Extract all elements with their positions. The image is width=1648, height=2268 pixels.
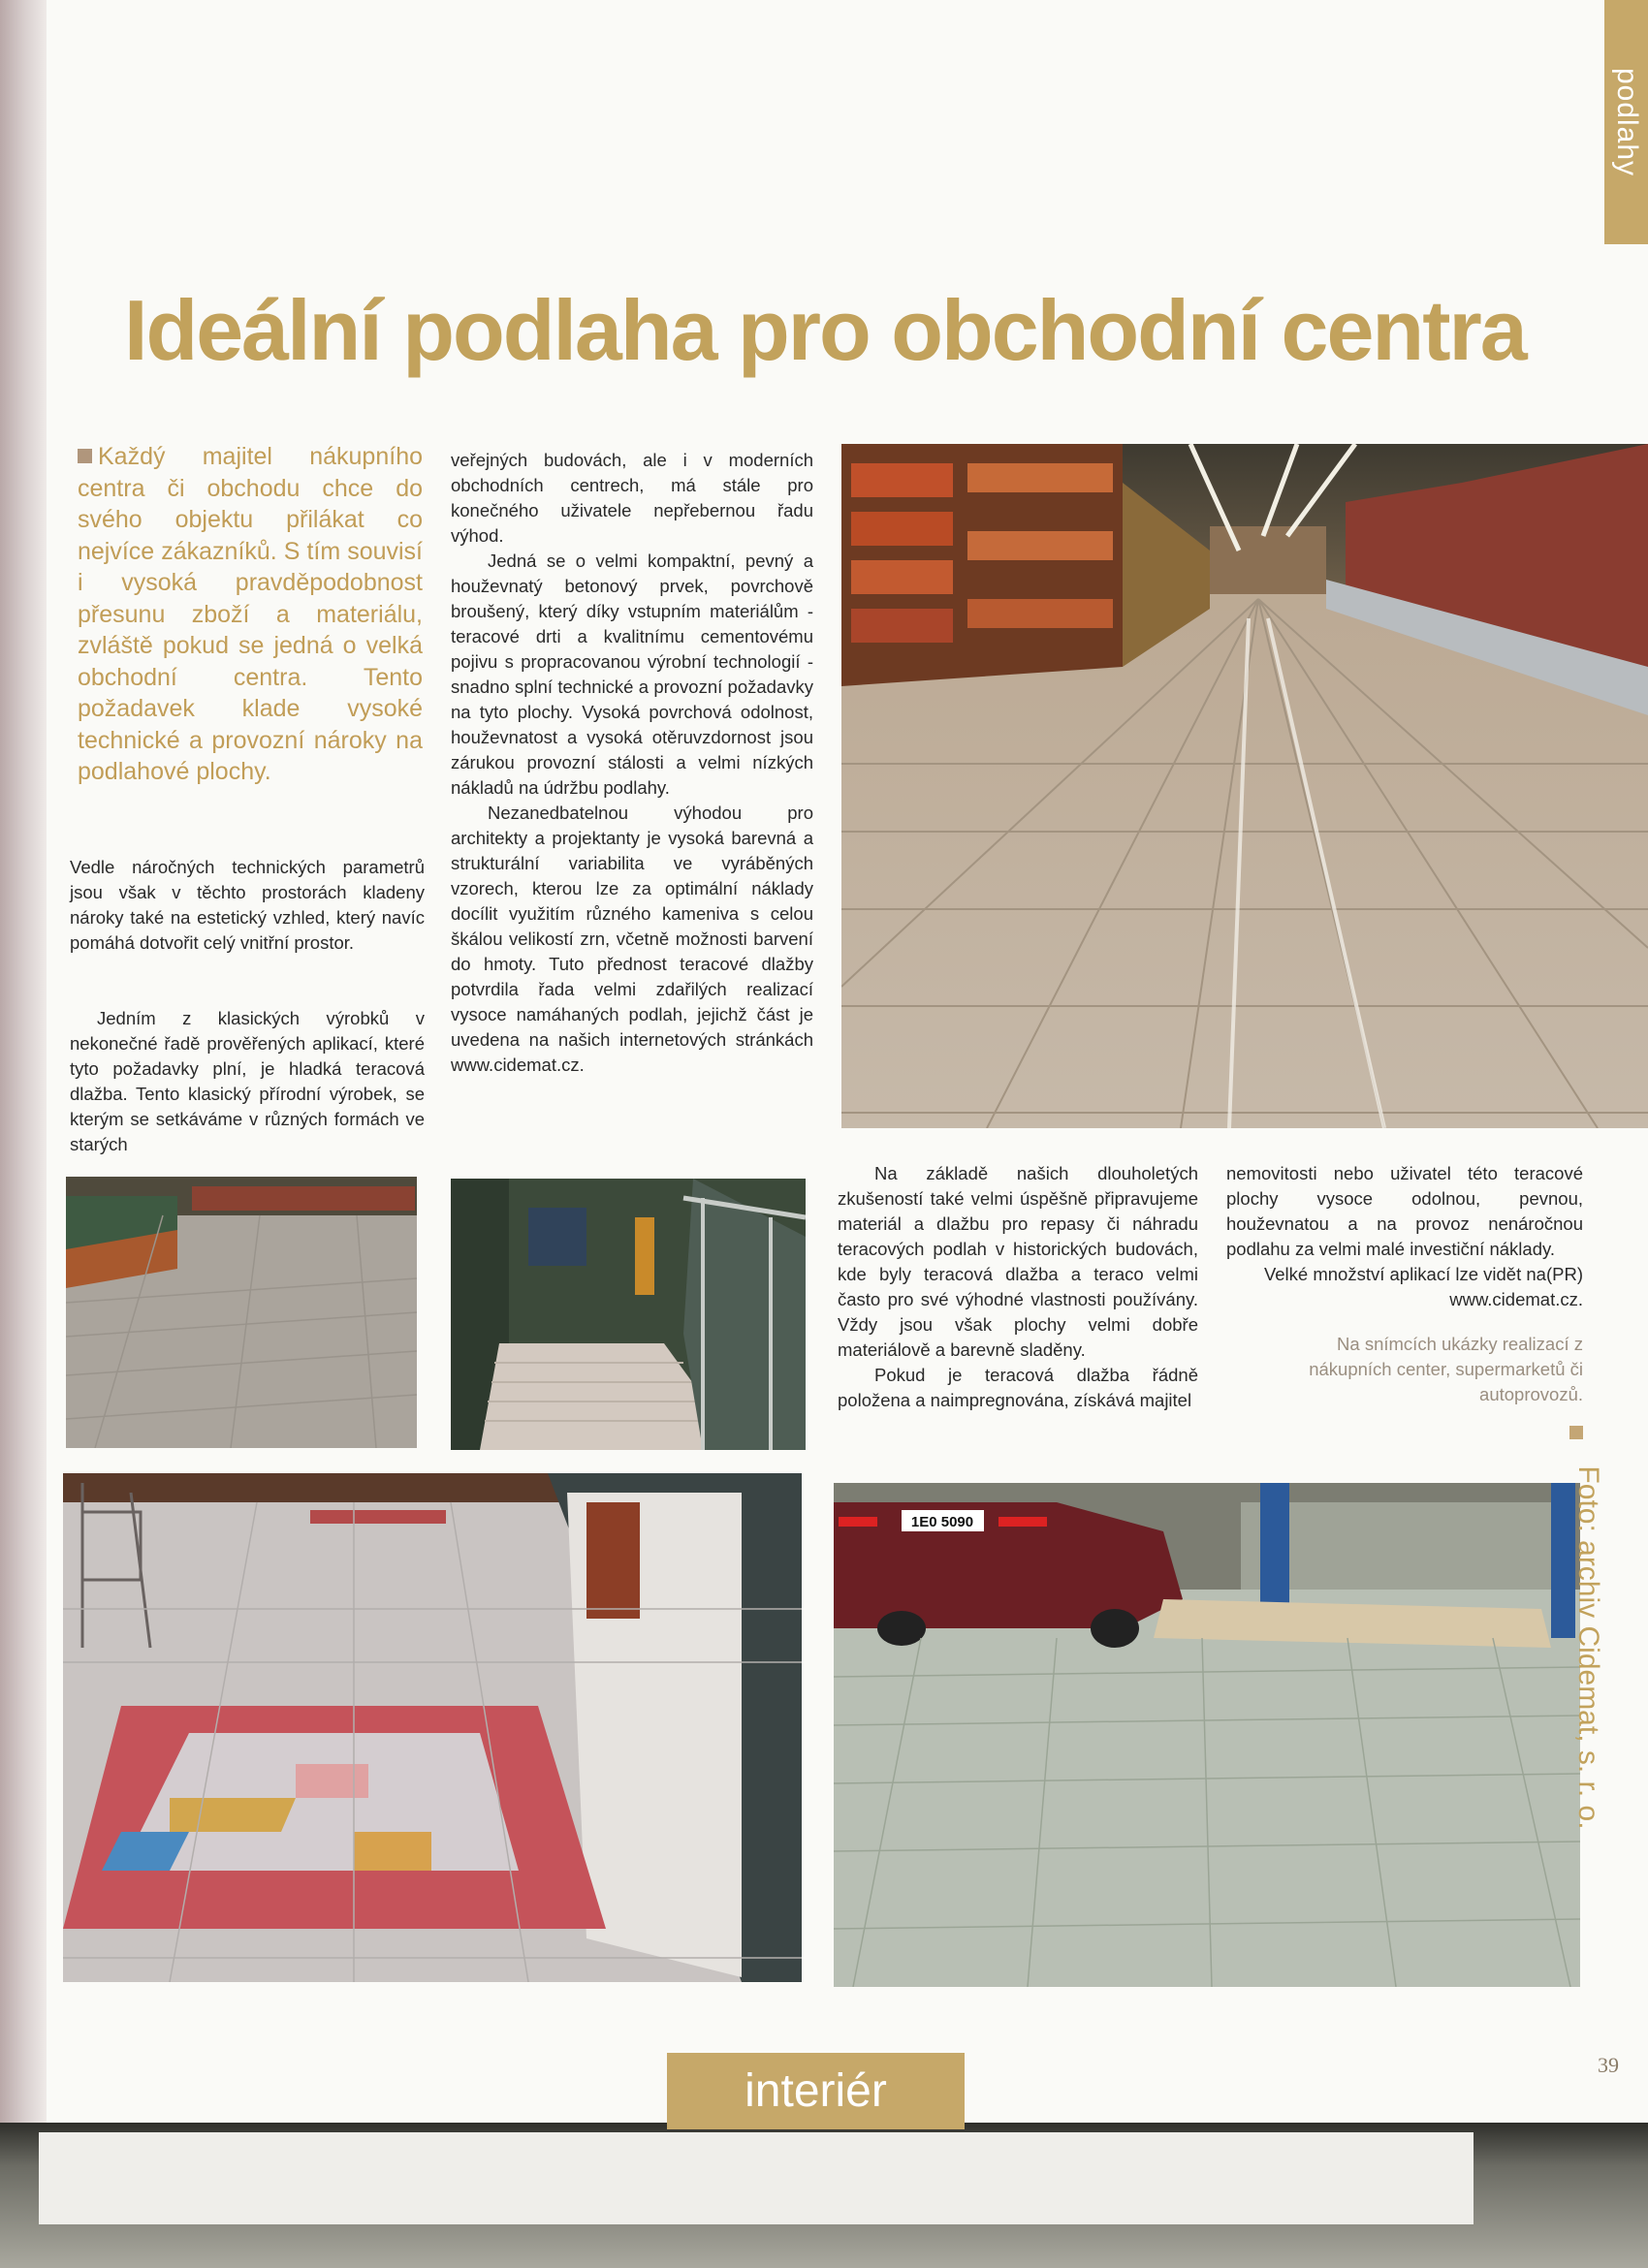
photo-supermarket-aisle — [841, 444, 1648, 1128]
col1-paragraph-2: Jedním z klasických výrobků v nekonečné řadě prověřených aplikací, které tyto požadavky plní, je hladká teracová dlažba. Tento klasický přírodní výrobek, se kterým se setkáváme v různých formách ve starých — [70, 1008, 425, 1154]
lead-bullet-icon — [78, 449, 92, 463]
photo-credit: Foto: archiv Cidemat, s. r. o. — [1572, 1465, 1604, 1830]
end-mark-icon — [1569, 1426, 1583, 1439]
col4-text: nemovitosti nebo uživatel této teracové plochy vysoce odolnou, pevnou, houževnatou a na provoz nenáročnou podlahu za velmi malé investiční náklady. — [1226, 1163, 1583, 1259]
photo-staircase — [451, 1179, 806, 1450]
car-plate: 1E0 5090 — [910, 1514, 974, 1530]
col4-paragraph-2: Velké množství aplikací lze vidět na www.cidemat.cz. — [1263, 1264, 1583, 1309]
col1-paragraph-1: Vedle náročných technických parametrů jsou však v těchto prostorách kladeny nároky také na estetický vzhled, který navíc pomáhá dotvořit celý vnitřní prostor. — [70, 857, 425, 953]
section-tab — [1604, 0, 1648, 244]
staircase-image — [451, 1179, 806, 1450]
col2-paragraph-2: Jedná se o velmi kompaktní, pevný a houževnatý betonový prvek, povrchově broušený, který díky vstupním materiálům - teracové drti a kvalitnímu cementovému pojivu s propracovanou výrobní technologií - snadno splní technické a provozní požadavky na tyto plochy. Vysoká povrchová odolnost, houževnatost a vysoká otěruvzdornost jsou zárukou provozní stálosti a velmi nízkých nákladů na údržbu podlahy. — [451, 551, 813, 798]
store-floor-image — [66, 1177, 417, 1448]
supermarket-aisle-image — [841, 444, 1648, 1128]
photo-terrazzo-pattern — [63, 1473, 802, 1982]
col2-paragraph-3: Nezanedbatelnou výhodou pro architekty a projektanty je vysoká barevná a strukturální variabilita ve vyráběných vzorech, kterou lze za optimální náklady docílit využitím různého kameniva s celou škálou velikostí zrn, včetně možnosti barvení do hmoty. Tuto přednost teracové dlažby potvrdila řada velmi zdařilých realizací vysoce namáhaných podlah, jejichž část je uvedena na našich internetových stránkách www.cidemat.cz. — [451, 803, 813, 1075]
pr-marker: (PR) — [1545, 1264, 1583, 1284]
footer-section-tab: interiér — [667, 2053, 965, 2129]
col2-paragraph-1: veřejných budovách, ale i v moderních obchodních centrech, má stále pro konečného uživatele nepřebernou řadu výhod. — [451, 450, 813, 546]
page-number: 39 — [1598, 2053, 1619, 2077]
section-label: podlahy — [1610, 67, 1643, 177]
car-workshop-image — [834, 1483, 1580, 1987]
photo-car-workshop — [834, 1483, 1580, 1987]
article-title: Ideální podlaha pro obchodní centra — [124, 282, 1526, 378]
col4-paragraph-1 — [1226, 1161, 1583, 1284]
col3-paragraph-2: Pokud je teracová dlažba řádně položena a naimpregnována, získává majitel — [838, 1365, 1198, 1410]
photo-caption: Na snímcích ukázky realizací z nákupních center, supermarketů či autoprovozů. — [1309, 1334, 1583, 1404]
terrazzo-pattern-image — [63, 1473, 802, 1982]
book-spine-shadow — [0, 0, 47, 2123]
article-column-3 — [838, 1161, 1198, 1413]
photo-store-floor — [66, 1177, 417, 1448]
next-page-edge — [39, 2132, 1474, 2224]
lead-text: Každý majitel nákupního centra či obchodu chce do svého objektu přilákat co nejvíce zákazníků. S tím souvisí i vysoká pravděpodobnost přesunu zboží a materiálu, zvláště pokud se jedná o velká obchodní centra. Tento požadavek klade vysoké technické a provozní nároky na podlahové plochy. — [78, 443, 423, 785]
article-column-2 — [451, 448, 813, 1078]
article-lead — [78, 441, 423, 788]
col3-paragraph-1: Na základě našich dlouholetých zkušeností také velmi úspěšně připravujeme materiál a dlažbu pro repasy či náhradu teracových podlah v historických budovách, kde byly teracová dlažba a teraco velmi často pro své výhodné vlastnosti používány. Vždy jsou však plochy velmi dobře materiálově a barevně sladěny. — [838, 1163, 1198, 1360]
article-column-4 — [1226, 1161, 1583, 1439]
